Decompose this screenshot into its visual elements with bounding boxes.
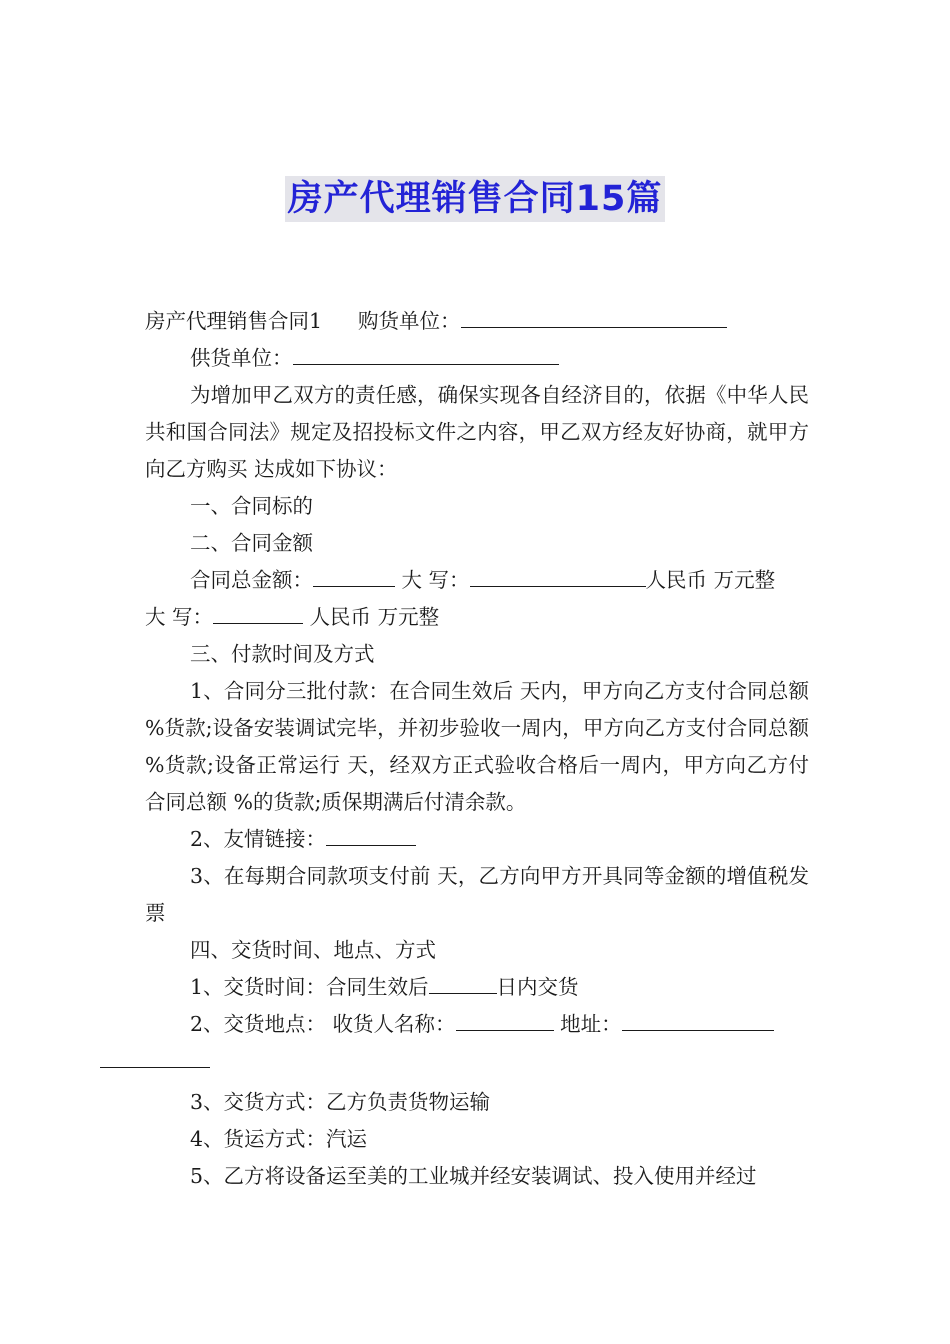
daxie-label: 大 写：	[395, 568, 470, 592]
contract-header-line	[145, 303, 809, 340]
intro-paragraph: 为增加甲乙双方的责任感，确保实现各自经济目的，依据《中华人民共和国合同法》规定及招投标文件之内容，甲乙双方经友好协商，就甲方向乙方购买 达成如下协议：	[145, 383, 809, 481]
friendly-link-blank	[326, 825, 416, 846]
installation-line: 5、乙方将设备运至美的工业城并经安装调试、投入使用并经过	[190, 1164, 757, 1188]
friendly-link-line	[145, 821, 809, 858]
buyer-blank	[461, 307, 727, 328]
payment-clause-3: 3、在每期合同款项支付前 天，乙方向甲方开具同等金额的增值税发票	[145, 864, 809, 925]
delivery-time-blank	[429, 973, 497, 994]
address-blank-cont	[100, 1047, 210, 1068]
daxie-label-2: 大 写：	[145, 605, 214, 629]
rmb-label-2: 人民币 万元整	[303, 605, 440, 629]
document-body	[145, 303, 809, 1195]
document-title: 房产代理销售合同15篇	[285, 176, 666, 222]
buyer-label: 购货单位：	[358, 309, 461, 333]
delivery-time-tail: 日内交货	[496, 975, 579, 999]
contract-heading: 房产代理销售合同1	[145, 309, 323, 333]
section-2-heading: 二、合同金额	[190, 531, 313, 555]
section-1-heading: 一、合同标的	[190, 494, 313, 518]
supplier-blank	[293, 344, 559, 365]
friendly-link-label: 2、友情链接：	[190, 827, 327, 851]
transport-method-line: 4、货运方式：汽运	[190, 1127, 368, 1151]
daxie-line	[145, 599, 809, 636]
delivery-place-label: 2、交货地点： 收货人名称：	[190, 1012, 456, 1036]
total-amount-label: 合同总金额：	[190, 568, 313, 592]
section-4-heading: 四、交货时间、地点、方式	[190, 938, 436, 962]
supplier-label: 供货单位：	[190, 346, 293, 370]
delivery-place-line	[145, 1006, 809, 1080]
consignee-blank	[456, 1010, 554, 1031]
total-amount-blank	[313, 566, 395, 587]
address-blank	[622, 1010, 774, 1031]
rmb-label: 人民币 万元整	[645, 568, 776, 592]
supplier-line	[145, 340, 809, 377]
delivery-time-label: 1、交货时间：合同生效后	[190, 975, 429, 999]
payment-clause-1: 1、合同分三批付款：在合同生效后 天内，甲方向乙方支付合同总额 %货款;设备安装调试完毕，并初步验收一周内，甲方向乙方支付合同总额 %货款;设备正常运行 天，经双方正式验收合格后一周内，甲方向乙方付合同总额 %的货款;质保期满后付清余款。	[145, 679, 809, 814]
delivery-time-line	[145, 969, 809, 1006]
daxie-blank-2	[213, 603, 303, 624]
section-3-heading: 三、付款时间及方式	[190, 642, 375, 666]
total-amount-line	[145, 562, 809, 599]
title-container	[0, 176, 950, 222]
daxie-blank	[470, 566, 646, 587]
delivery-method-line: 3、交货方式：乙方负责货物运输	[190, 1090, 491, 1114]
address-label: 地址：	[553, 1012, 622, 1036]
